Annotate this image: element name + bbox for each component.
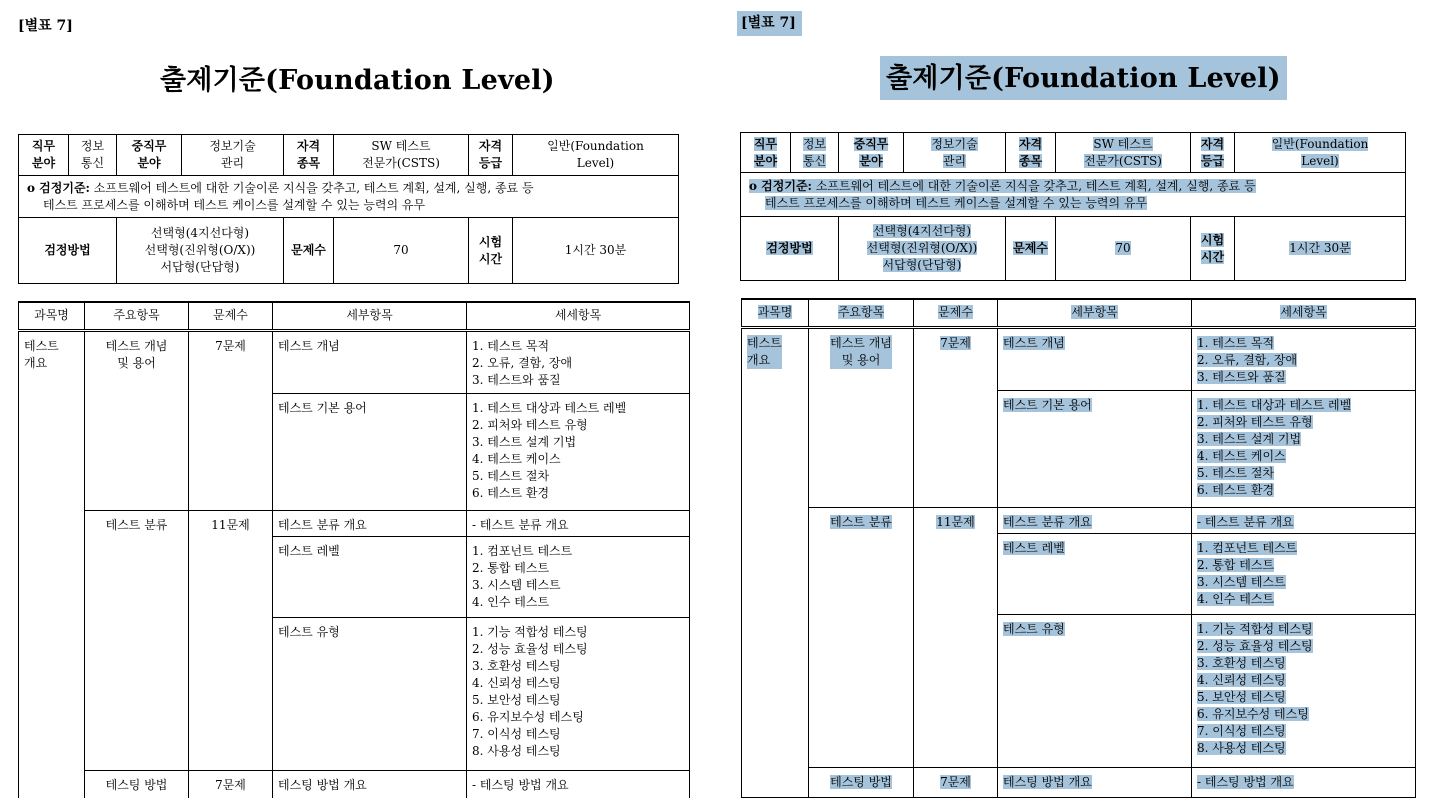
text-highlight[interactable]: 테스트 개념 및 용어 <box>830 335 892 367</box>
detail-list <box>1192 327 1416 390</box>
grade-value: 일반(Foundation Level) <box>513 135 679 176</box>
detail-item[interactable]: 4. 신뢰성 테스팅 <box>1197 672 1286 687</box>
grade-label: 자격 등급 <box>469 135 513 176</box>
detail-item[interactable]: 4. 인수 테스트 <box>1197 591 1275 606</box>
text-highlight[interactable]: 테스팅 방법 <box>830 774 892 789</box>
detail-item[interactable]: 8. 사용성 테스팅 <box>1197 740 1286 755</box>
grade-value[interactable] <box>1235 133 1406 173</box>
text-highlight[interactable]: 문제수 <box>938 305 973 320</box>
question-count <box>914 327 998 507</box>
question-count <box>914 507 998 767</box>
main-item <box>85 330 189 510</box>
criteria-cell <box>19 176 679 218</box>
detail-list <box>467 536 690 617</box>
sub-field-value: 정보기술 관리 <box>182 135 284 176</box>
detail-item[interactable]: 1. 테스트 목적 <box>1197 335 1275 350</box>
header-subject[interactable] <box>742 299 809 327</box>
text-highlight[interactable]: 검정방법 <box>766 241 813 255</box>
cert-type-value: SW 테스트 전문가(CSTS) <box>334 135 469 176</box>
exam-time-value[interactable] <box>1235 217 1406 281</box>
detail-item: 4. 테스트 케이스 <box>472 451 561 466</box>
question-count: 7문제 <box>189 330 273 510</box>
sub-item: 테스트 개념 <box>273 330 467 393</box>
question-count-value: 70 <box>334 218 469 284</box>
detail-item: 2. 성능 효율성 테스팅 <box>472 641 588 656</box>
text-highlight[interactable]: 자격 등급 <box>1200 136 1225 168</box>
sub-item: 테스트 레벨 <box>273 536 467 617</box>
header-main-item[interactable] <box>809 299 914 327</box>
detail-item: 2. 통합 테스트 <box>472 560 550 575</box>
sub-item <box>998 533 1192 614</box>
text-highlight[interactable]: 7문제 <box>940 774 971 789</box>
cert-type-label: 자격 종목 <box>284 135 334 176</box>
detail-item: 3. 테스트 설계 기법 <box>472 434 577 449</box>
detail-item: 5. 보안성 테스팅 <box>472 692 561 707</box>
sub-field-value[interactable] <box>904 133 1006 173</box>
text-highlight[interactable]: 직무 분야 <box>753 136 778 168</box>
detail-item: 6. 유지보수성 테스팅 <box>472 709 584 724</box>
detail-item: 2. 오류, 결함, 장애 <box>472 355 573 370</box>
main-item: 테스트 분류 <box>85 510 189 770</box>
sub-item: 테스팅 방법 개요 <box>273 770 467 798</box>
detail-item: - 테스팅 방법 개요 <box>472 777 569 792</box>
text-highlight[interactable]: 1시간 30분 <box>1289 241 1351 255</box>
detail-item[interactable]: 5. 테스트 절차 <box>1197 465 1275 480</box>
text-highlight[interactable]: 세부항목 <box>1071 305 1118 320</box>
header-detail-item[interactable] <box>1192 299 1416 327</box>
text-highlight[interactable]: 11문제 <box>936 514 975 529</box>
detail-list <box>467 617 690 770</box>
header-sub-item: 세부항목 <box>273 302 467 330</box>
main-item <box>809 327 914 507</box>
sub-item <box>998 614 1192 767</box>
document-title-highlighted[interactable]: 출제기준(Foundation Level) <box>880 56 1287 100</box>
detail-item: 1. 기능 적합성 테스팅 <box>472 624 588 639</box>
cert-type-value[interactable] <box>1056 133 1191 173</box>
question-count <box>914 767 998 797</box>
text-highlight[interactable]: 자격 종목 <box>1018 136 1043 168</box>
sub-item: 테스트 유형 <box>273 617 467 770</box>
detail-item[interactable]: 6. 유지보수성 테스팅 <box>1197 706 1309 721</box>
text-highlight[interactable]: 7문제 <box>940 335 971 350</box>
detail-item[interactable]: 3. 테스트 설계 기법 <box>1197 431 1302 446</box>
sub-field-label[interactable] <box>839 133 904 173</box>
detail-list <box>1192 533 1416 614</box>
sub-item <box>998 507 1192 533</box>
job-field-value: 정보 통신 <box>69 135 117 176</box>
sub-item <box>998 327 1192 390</box>
detail-list <box>1192 507 1416 533</box>
detail-item: 4. 신뢰성 테스팅 <box>472 675 561 690</box>
main-item <box>809 507 914 767</box>
criteria-lead: o 검정기준: <box>27 180 90 195</box>
text-highlight[interactable]: 테스트 개요 <box>747 335 782 367</box>
criteria-lead[interactable]: o 검정기준: <box>749 178 812 193</box>
main-item: 테스팅 방법 <box>85 770 189 798</box>
text-highlight[interactable]: 문제수 <box>1013 241 1048 255</box>
detail-list <box>1192 767 1416 797</box>
text-highlight[interactable]: 테스트 기본 용어 <box>1003 397 1092 412</box>
detail-item[interactable]: 3. 테스트와 품질 <box>1197 369 1286 384</box>
criteria-line2[interactable]: 테스트 프로세스를 이해하며 테스트 케이스를 설계할 수 있는 능력의 유무 <box>765 195 1148 210</box>
text-highlight[interactable]: 테스트 개념 <box>1003 335 1065 350</box>
method-label: 검정방법 <box>19 218 117 284</box>
detail-list <box>1192 614 1416 767</box>
header-question-count[interactable] <box>914 299 998 327</box>
detail-item[interactable]: 1. 컴포넌트 테스트 <box>1197 540 1298 555</box>
subject-name <box>19 330 85 798</box>
question-count-value[interactable] <box>1056 217 1191 281</box>
header-sub-item[interactable] <box>998 299 1192 327</box>
detail-list <box>467 510 690 536</box>
document-title: 출제기준(Foundation Level) <box>160 65 555 96</box>
grade-label[interactable] <box>1191 133 1235 173</box>
text-highlight[interactable]: 선택형(4지선다형) 선택형(진위형(O/X)) 서답형(단답형) <box>866 224 978 272</box>
text-highlight[interactable]: 시험 시간 <box>1200 232 1225 264</box>
text-highlight[interactable]: 주요항목 <box>837 305 885 320</box>
sub-item: 테스트 기본 용어 <box>273 393 467 510</box>
main-item-text: 테스트 개념 및 용어 <box>105 338 168 370</box>
detail-item[interactable]: - 테스팅 방법 개요 <box>1197 774 1294 789</box>
subject-name <box>742 327 809 797</box>
text-highlight[interactable]: 일반(Foundation Level) <box>1271 136 1369 168</box>
detail-item: 1. 컴포넌트 테스트 <box>472 543 573 558</box>
detail-item[interactable]: 7. 이식성 테스팅 <box>1197 723 1286 738</box>
exam-time-label: 시험 시간 <box>469 218 513 284</box>
sub-item: 테스트 분류 개요 <box>273 510 467 536</box>
info-table-highlighted <box>740 132 1406 281</box>
question-count: 7문제 <box>189 770 273 798</box>
appendix-tag-highlighted[interactable]: [별표 7] <box>737 11 802 36</box>
detail-item[interactable]: 1. 기능 적합성 테스팅 <box>1197 621 1313 636</box>
text-highlight[interactable]: 테스트 분류 개요 <box>1003 514 1092 529</box>
detail-item: 3. 테스트와 품질 <box>472 372 561 387</box>
header-detail-item: 세세항목 <box>467 302 690 330</box>
header-question-count: 문제수 <box>189 302 273 330</box>
subject-table <box>18 301 690 798</box>
sub-field-label: 중직무 분야 <box>117 135 182 176</box>
method-value: 선택형(4지선다형) 선택형(진위형(O/X)) 서답형(단답형) <box>117 218 284 284</box>
text-highlight[interactable]: 중직무 분야 <box>853 136 889 168</box>
info-table <box>18 134 679 284</box>
criteria-line2: 테스트 프로세스를 이해하며 테스트 케이스를 설계할 수 있는 능력의 유무 <box>43 197 426 212</box>
detail-list <box>467 330 690 393</box>
detail-item[interactable]: 2. 오류, 결함, 장애 <box>1197 352 1298 367</box>
detail-item: 5. 테스트 절차 <box>472 468 550 483</box>
detail-item[interactable]: 4. 테스트 케이스 <box>1197 448 1286 463</box>
job-field-label[interactable] <box>741 133 791 173</box>
subject-name-text: 테스트 개요 <box>24 338 59 370</box>
detail-item: 7. 이식성 테스팅 <box>472 726 561 741</box>
detail-item[interactable]: 1. 테스트 대상과 테스트 레벨 <box>1197 397 1352 412</box>
text-highlight[interactable]: 과목명 <box>757 305 793 320</box>
text-highlight[interactable]: SW 테스트 전문가(CSTS) <box>1084 136 1162 168</box>
question-count: 11문제 <box>189 510 273 770</box>
header-subject: 과목명 <box>19 302 85 330</box>
question-count-label[interactable] <box>1006 217 1056 281</box>
text-highlight[interactable]: 테스트 분류 <box>830 514 892 529</box>
subject-table-highlighted <box>741 298 1416 798</box>
detail-item: 2. 피처와 테스트 유형 <box>472 417 588 432</box>
sub-item <box>998 767 1192 797</box>
detail-item: 1. 테스트 대상과 테스트 레벨 <box>472 400 627 415</box>
detail-item[interactable]: 6. 테스트 환경 <box>1197 482 1275 497</box>
detail-list <box>467 770 690 798</box>
detail-item[interactable]: 2. 성능 효율성 테스팅 <box>1197 638 1313 653</box>
detail-item: 3. 시스템 테스트 <box>472 577 561 592</box>
detail-item: 8. 사용성 테스팅 <box>472 743 561 758</box>
text-highlight[interactable]: 세세항목 <box>1280 305 1327 320</box>
text-highlight[interactable]: 테스트 레벨 <box>1003 540 1065 555</box>
detail-item[interactable]: 2. 통합 테스트 <box>1197 557 1275 572</box>
detail-item[interactable]: 5. 보안성 테스팅 <box>1197 689 1286 704</box>
header-main-item: 주요항목 <box>85 302 189 330</box>
detail-item: 1. 테스트 목적 <box>472 338 550 353</box>
text-highlight[interactable]: 테스트 유형 <box>1003 621 1065 636</box>
detail-item: 6. 테스트 환경 <box>472 485 550 500</box>
detail-list <box>1192 390 1416 507</box>
criteria-cell[interactable] <box>741 173 1406 217</box>
detail-list <box>467 393 690 510</box>
document-page-highlighted <box>715 0 1430 798</box>
detail-item[interactable]: - 테스트 분류 개요 <box>1197 514 1294 529</box>
detail-item[interactable]: 3. 호환성 테스팅 <box>1197 655 1286 670</box>
detail-item[interactable]: 3. 시스템 테스트 <box>1197 574 1286 589</box>
detail-item[interactable]: 2. 피처와 테스트 유형 <box>1197 414 1313 429</box>
job-field-value[interactable] <box>791 133 839 173</box>
detail-item: 3. 호환성 테스팅 <box>472 658 561 673</box>
appendix-tag: [별표 7] <box>18 18 73 34</box>
question-count-label: 문제수 <box>284 218 334 284</box>
exam-time-label[interactable] <box>1191 217 1235 281</box>
cert-type-label[interactable] <box>1006 133 1056 173</box>
criteria-line1[interactable]: 소프트웨어 테스트에 대한 기술이론 지식을 갖추고, 테스트 계획, 설계, 실행, 종료 등 <box>811 178 1256 193</box>
text-highlight[interactable]: 정보기술 관리 <box>931 136 978 168</box>
criteria-line1: 소프트웨어 테스트에 대한 기술이론 지식을 갖추고, 테스트 계획, 설계, 실행, 종료 등 <box>89 180 534 195</box>
text-highlight[interactable]: 70 <box>1115 241 1131 255</box>
method-label[interactable] <box>741 217 839 281</box>
detail-item: - 테스트 분류 개요 <box>472 517 569 532</box>
main-item <box>809 767 914 797</box>
detail-item: 4. 인수 테스트 <box>472 594 550 609</box>
exam-time-value: 1시간 30분 <box>513 218 679 284</box>
text-highlight[interactable]: 테스팅 방법 개요 <box>1003 774 1092 789</box>
sub-item <box>998 390 1192 507</box>
text-highlight[interactable]: 정보 통신 <box>802 136 827 168</box>
method-value[interactable] <box>839 217 1006 281</box>
job-field-label: 직무 분야 <box>19 135 69 176</box>
